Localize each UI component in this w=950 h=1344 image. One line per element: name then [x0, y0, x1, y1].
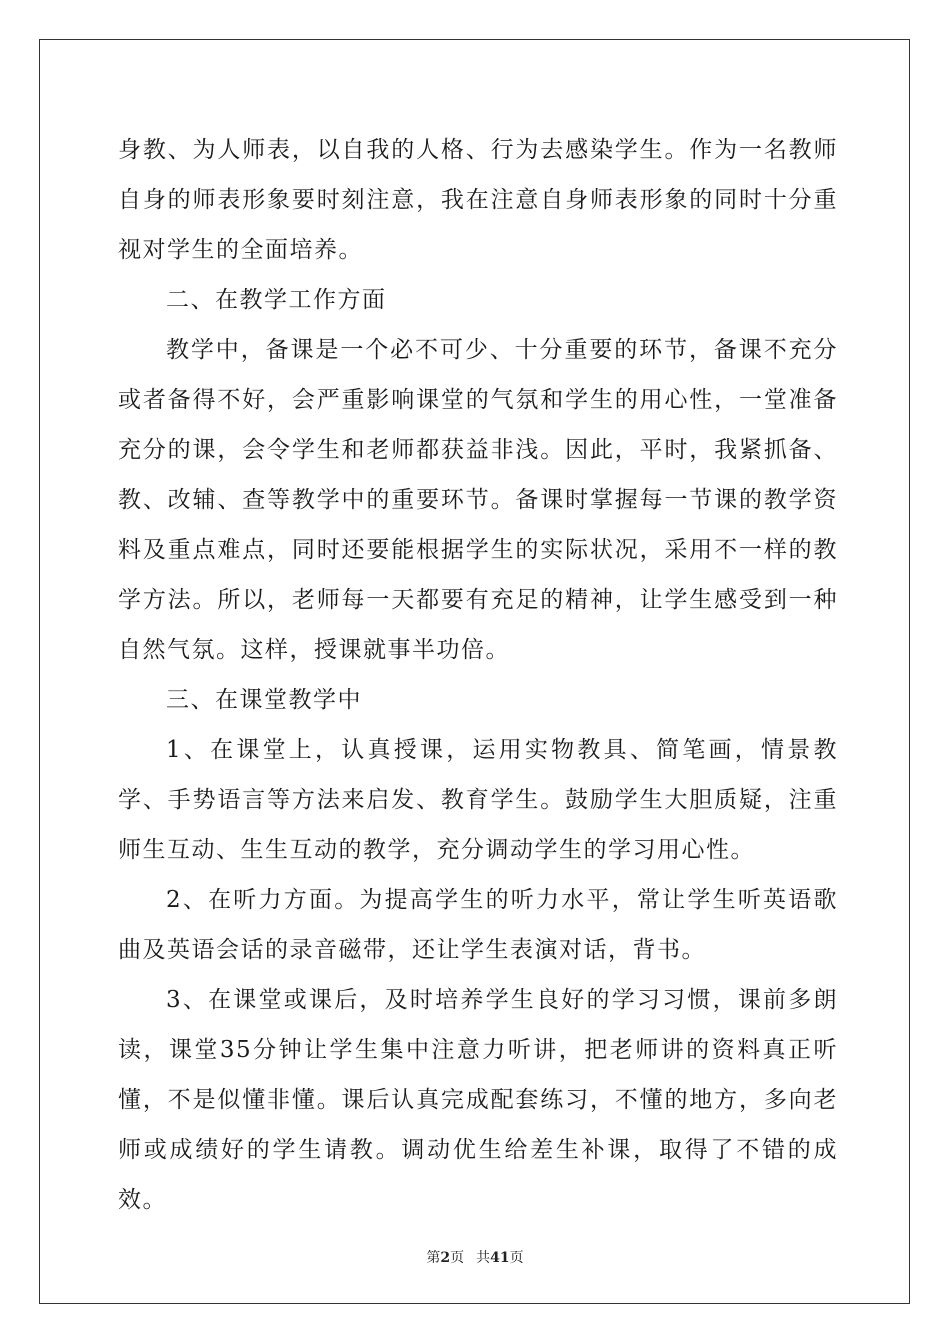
paragraph-item-1: 1、在课堂上，认真授课，运用实物教具、简笔画，情景教学、手势语言等方法来启发、教育学生。鼓励学生大胆质疑，注重师生互动、生生互动的教学，充分调动学生的学习用心性。: [118, 737, 838, 863]
section-heading-2: 二、在教学工作方面: [166, 287, 387, 313]
total-prefix: 共: [476, 1250, 491, 1266]
total-suffix: 页: [509, 1250, 524, 1266]
page-footer: [0, 1247, 950, 1267]
section-heading-3: 三、在课堂教学中: [166, 687, 362, 713]
paragraph-item-3: 3、在课堂或课后，及时培养学生良好的学习习惯，课前多朗读，课堂35分钟让学生集中注意力听讲，把老师讲的资料真正听懂，不是似懂非懂。课后认真完成配套练习，不懂的地方，多向老师或成绩好的学生请教。调动优生给差生补课，取得了不错的成效。: [118, 987, 838, 1213]
paragraph-1: 身教、为人师表，以自我的人格、行为去感染学生。作为一名教师自身的师表形象要时刻注意，我在注意自身师表形象的同时十分重视对学生的全面培养。: [118, 137, 838, 263]
page-suffix: 页: [450, 1250, 465, 1266]
page-prefix: 第: [426, 1250, 441, 1266]
paragraph-item-2: 2、在听力方面。为提高学生的听力水平，常让学生听英语歌曲及英语会话的录音磁带，还让学生表演对话，背书。: [118, 887, 838, 963]
paragraph-2: 教学中，备课是一个必不可少、十分重要的环节，备课不充分或者备得不好，会严重影响课堂的气氛和学生的用心性，一堂准备充分的课，会令学生和老师都获益非浅。因此，平时，我紧抓备、教、改辅、查等教学中的重要环节。备课时掌握每一节课的教学资料及重点难点，同时还要能根据学生的实际状况，采用不一样的教学方法。所以，老师每一天都要有充足的精神，让学生感受到一种自然气氛。这样，授课就事半功倍。: [118, 337, 838, 663]
page-number: 2: [440, 1250, 451, 1266]
total-pages: 41: [490, 1250, 510, 1266]
document-body: [118, 125, 838, 1225]
